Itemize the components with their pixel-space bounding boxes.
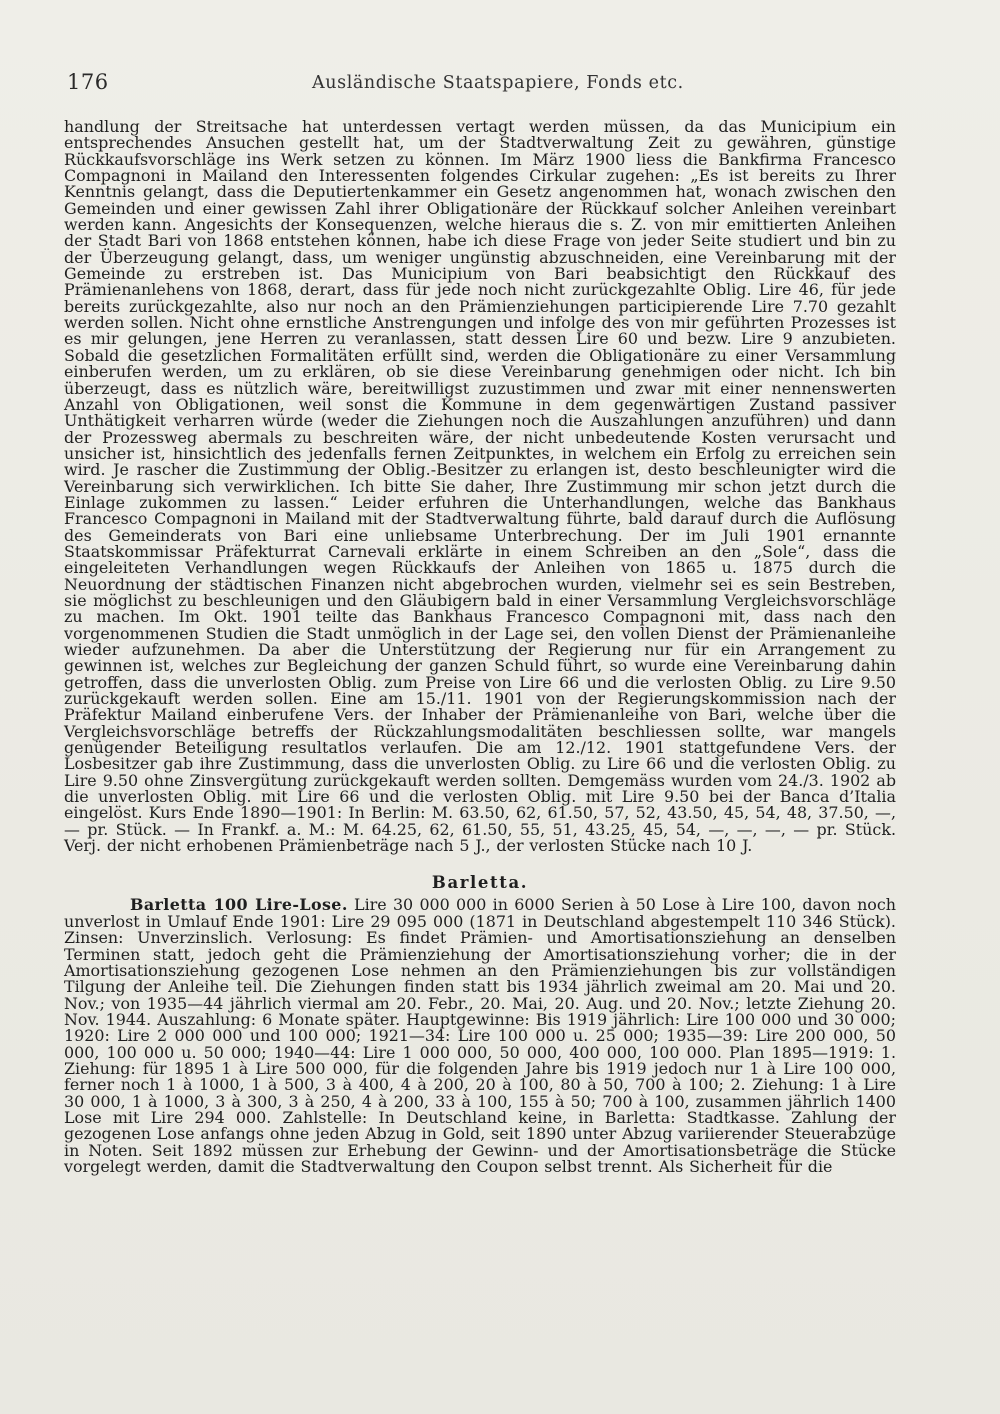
section-title-barletta: Barletta. bbox=[431, 873, 529, 893]
page-body bbox=[64, 119, 896, 1175]
barletta-loan-entry bbox=[64, 897, 896, 1175]
entry-title: Barletta 100 Lire-Lose. bbox=[130, 895, 348, 915]
page-number: 176 bbox=[67, 70, 109, 94]
running-head: Ausländische Staatspapiere, Fonds etc. bbox=[312, 73, 684, 93]
page-header bbox=[62, 70, 935, 100]
entry-text: Lire 30 000 000 in 6000 Serien à 50 Lose à Lire 100, davon noch unverlost in Umlauf Ende 1901: Lire 29 095 000 (1871 in Deutschland abgestempelt 110 346 Stück). Zinsen: Unverzinslich. Verlosung: Es findet Prämien- und Amortisationsziehung an denselben Terminen statt, jedoch geht die Prämienziehung der Amortisationsziehung vorher; die in der Amortisationsziehung gezogenen Lose nehmen an den Prämienziehungen bis zur vollständigen Tilgung der Anleihe teil. Die Ziehungen finden statt bis 1934 jährlich zweimal am 20. Mai und 20. Nov.; von 1935—44 jährlich viermal am 20. Febr., 20. Mai, 20. Aug. und 20. Nov.; letzte Ziehung 20. Nov. 1944. Auszahlung: 6 Monate später. Hauptgewinne: Bis 1919 jährlich: Lire 100 000 und 30 000; 1920: Lire 2 000 000 und 100 000; 1921—34: Lire 100 000 u. 25 000; 1935—39: Lire 200 000, 50 000, 100 000 u. 50 000; 1940—44: Lire 1 000 000, 50 000, 400 000, 100 000. Plan 1895—1919: 1. Ziehung: für 1895 1 à Lire 500 000, für die folgenden Jahre bis 1919 jedoch nur 1 à Lire 100 000, ferner noch 1 à 1000, 1 à 500, 3 à 400, 4 à 200, 20 à 100, 80 à 50, 700 à 100; 2. Ziehung: 1 à Lire 30 000, 1 à 1000, 3 à 300, 3 à 250, 4 à 200, 33 à 100, 155 à 50; 700 à 100, zusammen jährlich 1400 Lose mit Lire 294 000. Zahlstelle: In Deutschland keine, in Barletta: Stadtkasse. Zahlung der gezogenen Lose anfangs ohne jeden Abzug in Gold, seit 1890 unter Abzug variierender Steuerabzüge in Noten. Seit 1892 müssen zur Erhebung der Gewinn- und der Amortisationsbeträge die Stücke vorgelegt werden, damit die Stadtverwaltung den Coupon selbst trennt. Als Sicherheit für die bbox=[64, 895, 897, 1176]
bari-loan-paragraph: handlung der Streitsache hat unterdessen vertagt werden müssen, da das Municipium ein entsprechendes Ansuchen gestellt hat, um der Stadtverwaltung Zeit zu gewähren, günstige Rückkaufsvorschläge ins Werk setzen zu können. Im März 1900 liess die Bankfirma Francesco Compagnoni in Mailand den Interessenten folgendes Cirkular zugehen: „Es ist bereits zu Ihrer Kenntnis gelangt, dass die Deputiertenkammer ein Gesetz angenommen hat, wonach zwischen den Gemeinden und einer gewissen Zahl ihrer Obligationäre der Rückkauf solcher Anleihen vereinbart werden kann. Angesichts der Konsequenzen, welche hieraus die s. Z. von mir emittierten Anleihen der Stadt Bari von 1868 entstehen können, habe ich diese Frage von jeder Seite studiert und bin zu der Überzeugung gelangt, dass, um weniger ungünstig abzuschneiden, eine Vereinbarung mit der Gemeinde zu erstreben ist. Das Municipium von Bari beabsichtigt den Rückkauf des Prämienanlehens von 1868, derart, dass für jede noch nicht zurückgezahlte Oblig. Lire 46, für jede bereits zurückgezahlte, also nur noch an den Prämienziehungen participierende Lire 7.70 gezahlt werden sollen. Nicht ohne ernstliche Anstrengungen und infolge des von mir geführten Prozesses ist es mir gelungen, jene Herren zu veranlassen, statt dessen Lire 60 und bezw. Lire 9 anzubieten. Sobald die gesetzlichen Formalitäten erfüllt sind, werden die Obligationäre zu einer Versammlung einberufen werden, um zu erklären, ob sie diese Vereinbarung genehmigen oder nicht. Ich bin überzeugt, dass es nützlich wäre, bereitwilligst zuzustimmen und zwar mit einer nennenswerten Anzahl von Obligationen, weil sonst die Kommune in dem gegenwärtigen Zustand passiver Unthätigkeit verharren würde (weder die Ziehungen noch die Auszahlungen anzuführen) und dann der Prozessweg abermals zu beschreiten wäre, der nicht unbedeutende Kosten verursacht und unsicher ist, hinsichtlich des jedenfalls fernen Zeitpunktes, in welchem ein Erfolg zu erreichen sein wird. Je rascher die Zustimmung der Oblig.-Besitzer zu erlangen ist, desto beschleunigter wird die Vereinbarung sich verwirklichen. Ich bitte Sie daher, Ihre Zustimmung mir schon jetzt durch die Einlage zukommen zu lassen.“ Leider erfuhren die Unterhandlungen, welche das Bankhaus Francesco Compagnoni in Mailand mit der Stadtverwaltung führte, bald darauf durch die Auflösung des Gemeinderats von Bari eine unliebsame Unterbrechung. Der im Juli 1901 ernannte Staatskommissar Präfekturrat Carnevali erklärte in einem Schreiben an den „Sole“, dass die eingeleiteten Verhandlungen wegen Rückkaufs der Anleihen von 1865 u. 1875 durch die Neuordnung der städtischen Finanzen nicht abgebrochen wurden, vielmehr sei es sein Bestreben, sie möglichst zu beschleunigen und den Gläubigern bald in einer Versammlung Vergleichsvorschläge zu machen. Im Okt. 1901 teilte das Bankhaus Francesco Compagnoni mit, dass nach den vorgenommenen Studien die Stadt unmöglich in der Lage sei, den vollen Dienst der Prämienanleihe wieder aufzunehmen. Da aber die Unterstützung der Regierung nur für ein Arrangement zu gewinnen ist, welches zur Begleichung der ganzen Schuld führt, so wurde eine Vereinbarung dahin getroffen, dass die unverlosten Oblig. zum Preise von Lire 66 und die verlosten Oblig. zu Lire 9.50 zurückgekauft werden sollen. Eine am 15./11. 1901 von der Regierungskommission nach der Präfektur Mailand einberufene Vers. der Inhaber der Prämienanleihe von Bari, welche über die Vergleichsvorschläge betreffs der Rückzahlungsmodalitäten beschliessen sollte, war mangels genügender Beteiligung resultatlos verlaufen. Die am 12./12. 1901 stattgefundene Vers. der Losbesitzer gab ihre Zustimmung, dass die unverlosten Oblig. zu Lire 66 und die verlosten Oblig. zu Lire 9.50 ohne Zinsvergütung zurückgekauft werden sollten. Demgemäss wurden vom 24./3. 1902 ab die unverlosten Oblig. mit Lire 66 und die verlosten Oblig. mit Lire 9.50 bei der Banca d’Italia eingelöst. Kurs Ende 1890—1901: In Berlin: M. 63.50, 62, 61.50, 57, 52, 43.50, 45, 54, 48, 37.50, —, — pr. Stück. — In Frankf. a. M.: M. 64.25, 62, 61.50, 55, 51, 43.25, 45, 54, —, —, —, — pr. Stück. Verj. der nicht erhobenen Prämienbeträge nach 5 J., der verlosten Stücke nach 10 J. bbox=[64, 117, 896, 856]
